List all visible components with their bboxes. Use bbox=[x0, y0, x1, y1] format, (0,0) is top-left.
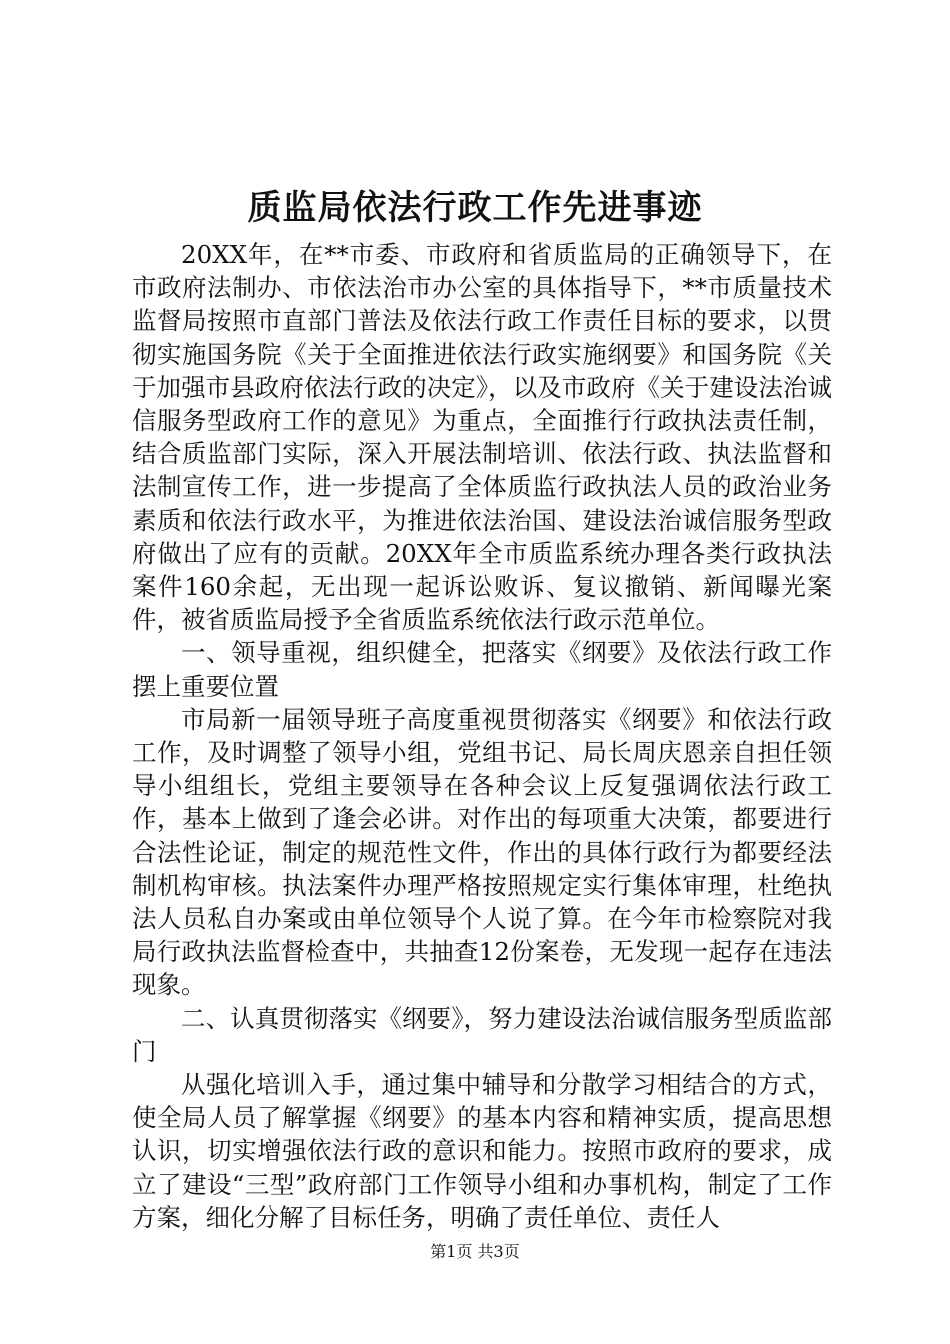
paragraph-section-2: 从强化培训入手，通过集中辅导和分散学习相结合的方式，使全局人员了解掌握《纲要》的基本内容和精神实质，提高思想认识，切实增强依法行政的意识和能力。按照市政府的要求，成立了建设“三型”政府部门工作领导小组和办事机构，制定了工作方案，细化分解了目标任务，明确了责任单位、责任人 bbox=[132, 1070, 832, 1232]
paragraph-intro: 20XX年，在**市委、市政府和省质监局的正确领导下，在市政府法制办、市依法治市办公室的具体指导下，**市质量技术监督局按照市直部门普法及依法行政工作责任目标的要求，以贯彻实施国务院《关于全面推进依法行政实施纲要》和国务院《关于加强市县政府依法行政的决定》，以及市政府《关于建设法治诚信服务型政府工作的意见》为重点，全面推行行政执法责任制，结合质监部门实际，深入开展法制培训、依法行政、执法监督和法制宣传工作，进一步提高了全体质监行政执法人员的政治业务素质和依法行政水平，为推进依法治国、建设法治诚信服务型政府做出了应有的贡献。20XX年全市质监系统办理各类行政执法案件160余起，无出现一起诉讼败诉、复议撤销、新闻曝光案件，被省质监局授予全省质监系统依法行政示范单位。 bbox=[132, 240, 832, 635]
document-body bbox=[132, 238, 832, 1234]
section-heading-2: 二、认真贯彻落实《纲要》，努力建设法治诚信服务型质监部门 bbox=[132, 1003, 832, 1066]
paragraph-section-1: 市局新一届领导班子高度重视贯彻落实《纲要》和依法行政工作，及时调整了领导小组，党组书记、局长周庆恩亲自担任领导小组组长，党组主要领导在各种会议上反复强调依法行政工作，基本上做到了逢会必讲。对作出的每项重大决策，都要进行合法性论证，制定的规范性文件，作出的具体行政行为都要经法制机构审核。执法案件办理严格按照规定实行集体审理，杜绝执法人员私自办案或由单位领导个人说了算。在今年市检察院对我局行政执法监督检查中，共抽查12份案卷，无发现一起存在违法现象。 bbox=[132, 704, 832, 1000]
section-heading-1: 一、领导重视，组织健全，把落实《纲要》及依法行政工作摆上重要位置 bbox=[132, 638, 832, 701]
document-title: 质监局依法行政工作先进事迹 bbox=[247, 188, 703, 228]
page-number-footer: 第1页 共3页 bbox=[430, 1242, 520, 1261]
